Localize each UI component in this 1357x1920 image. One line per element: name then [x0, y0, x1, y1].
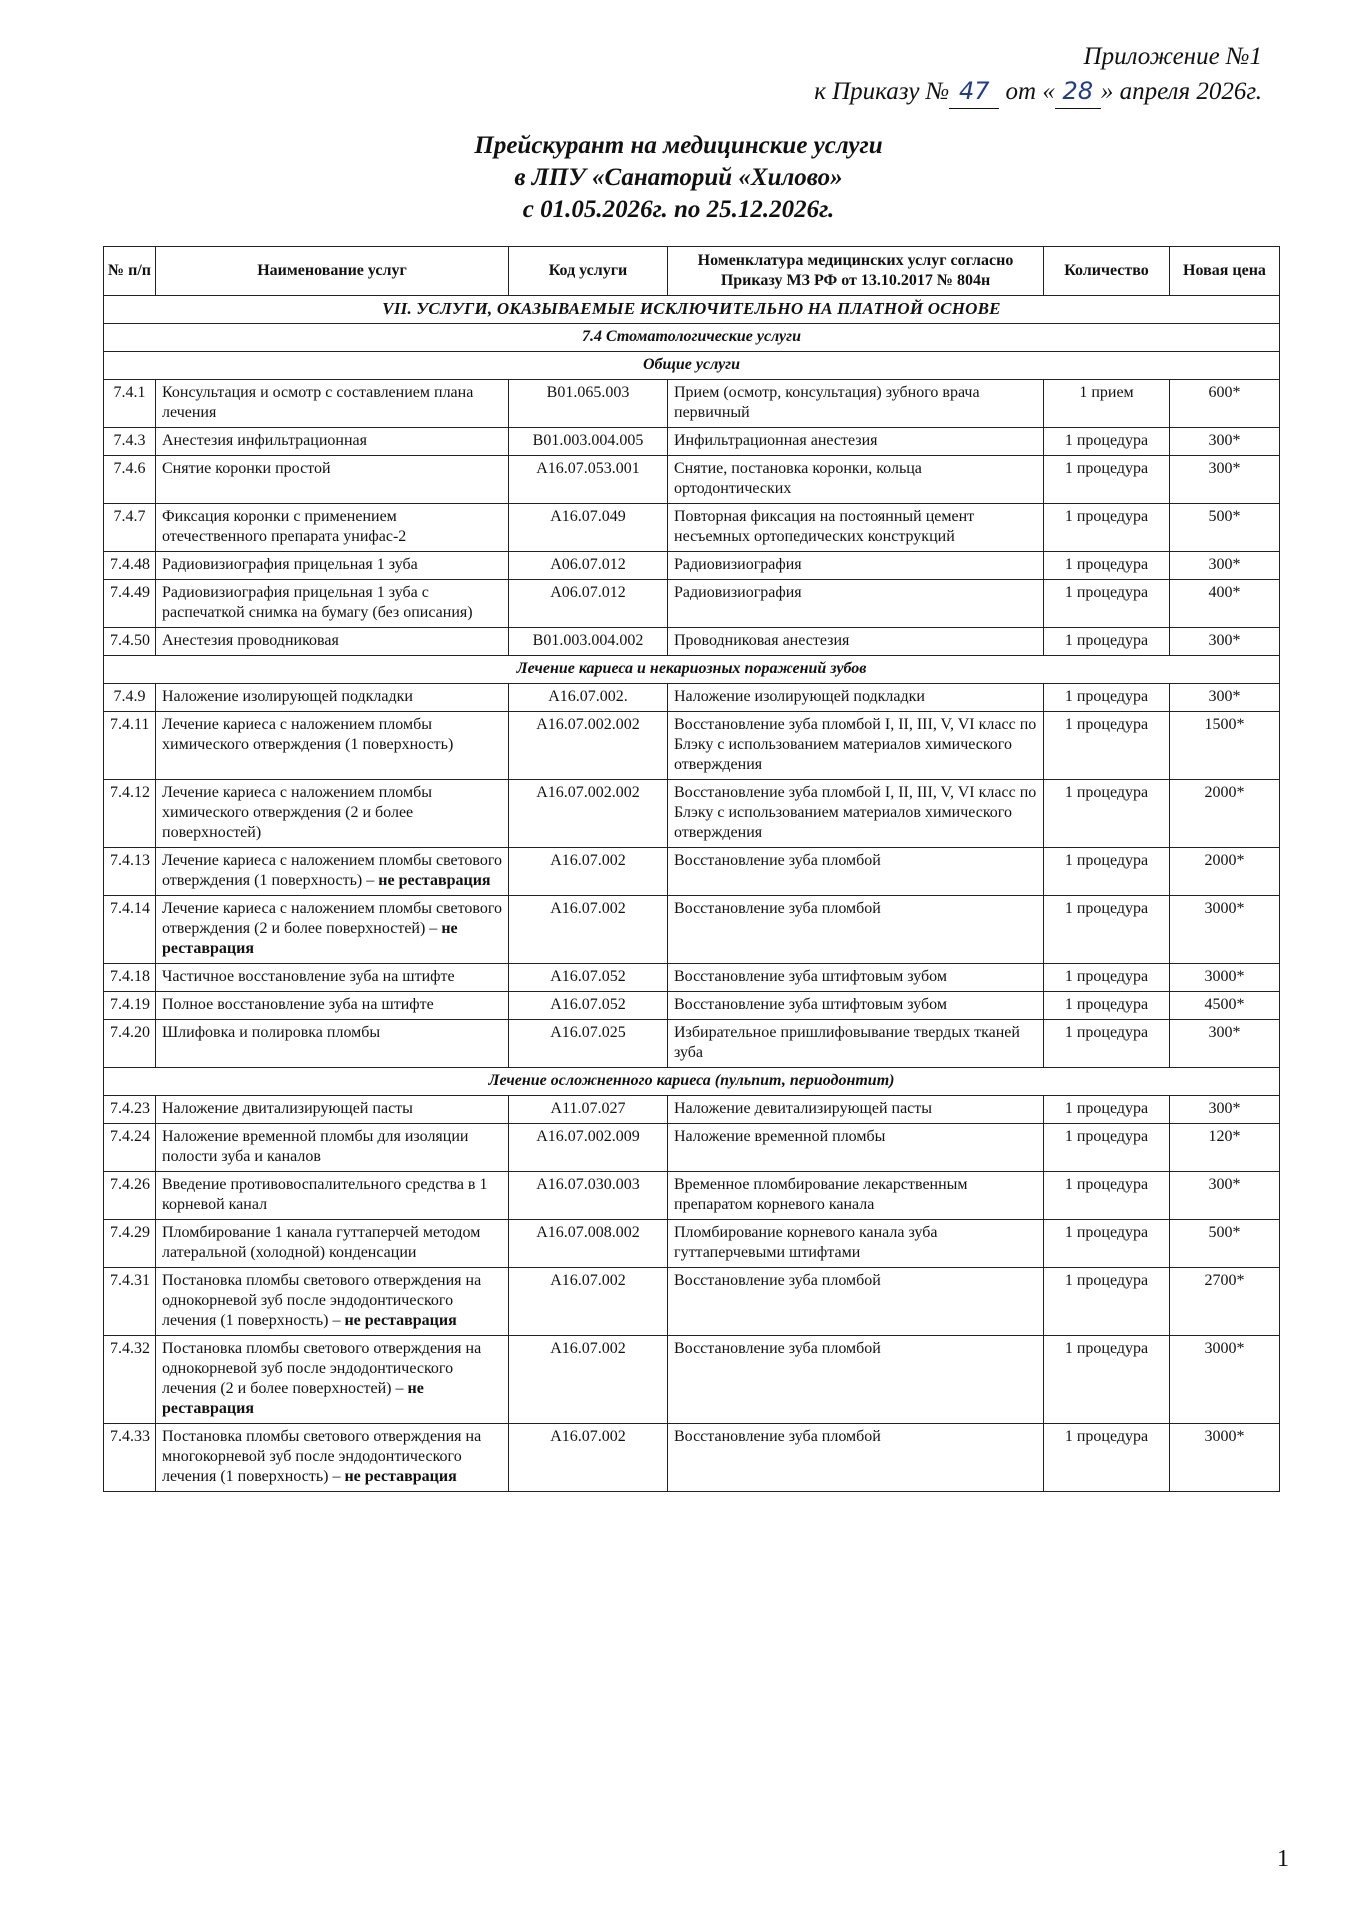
cell-quantity: 1 процедура	[1044, 1020, 1170, 1068]
cell-num: 7.4.31	[104, 1268, 156, 1336]
cell-service-code: A16.07.008.002	[509, 1220, 668, 1268]
table-row	[104, 712, 1280, 780]
cell-num: 7.4.20	[104, 1020, 156, 1068]
cell-service-name	[156, 580, 509, 628]
table-row	[104, 1172, 1280, 1220]
cell-nomenclature: Восстановление зуба пломбой I, II, III, V, VI класс по Блэку с использованием материалов химического отверждения	[668, 780, 1044, 848]
table-row	[104, 780, 1280, 848]
cell-service-name	[156, 964, 509, 992]
cell-quantity: 1 процедура	[1044, 504, 1170, 552]
cell-num: 7.4.12	[104, 780, 156, 848]
cell-quantity: 1 процедура	[1044, 456, 1170, 504]
title-line-3: с 01.05.2026г. по 25.12.2026г.	[522, 196, 835, 223]
table-row	[104, 456, 1280, 504]
table-row	[104, 1220, 1280, 1268]
cell-service-code: A16.07.052	[509, 992, 668, 1020]
price-table	[103, 246, 1280, 1492]
cell-quantity: 1 процедура	[1044, 896, 1170, 964]
cell-price: 300*	[1170, 428, 1280, 456]
cell-num: 7.4.9	[104, 684, 156, 712]
service-name-text: Фиксация коронки с применением отечественного препарата унифас-2	[162, 508, 407, 545]
annex-from: от «	[1005, 78, 1055, 105]
table-row	[104, 580, 1280, 628]
annex-order-line	[814, 74, 1262, 109]
section-title-dental: 7.4 Стоматологические услуги	[104, 324, 1280, 352]
cell-num: 7.4.7	[104, 504, 156, 552]
cell-price: 300*	[1170, 552, 1280, 580]
cell-service-code: A16.07.052	[509, 964, 668, 992]
cell-nomenclature: Наложение временной пломбы	[668, 1124, 1044, 1172]
cell-nomenclature: Избирательное пришлифовывание твердых тканей зуба	[668, 1020, 1044, 1068]
cell-price: 2000*	[1170, 780, 1280, 848]
cell-service-code: A16.07.002.002	[509, 712, 668, 780]
cell-nomenclature: Восстановление зуба пломбой I, II, III, V, VI класс по Блэку с использованием материалов химического отверждения	[668, 712, 1044, 780]
service-name-text: Наложение изолирующей подкладки	[162, 688, 413, 705]
cell-num: 7.4.11	[104, 712, 156, 780]
cell-service-code: A16.07.002	[509, 896, 668, 964]
order-day-handwritten: 28	[1055, 74, 1101, 109]
cell-price: 300*	[1170, 1172, 1280, 1220]
service-name-note: не реставрация	[378, 872, 491, 889]
header-qty: Количество	[1044, 247, 1170, 296]
cell-nomenclature: Инфильтрационная анестезия	[668, 428, 1044, 456]
cell-nomenclature: Наложение девитализирующей пасты	[668, 1096, 1044, 1124]
table-body	[104, 296, 1280, 1492]
cell-service-code: B01.065.003	[509, 380, 668, 428]
cell-service-code: A11.07.027	[509, 1096, 668, 1124]
cell-nomenclature: Радиовизиография	[668, 580, 1044, 628]
service-name-text: Анестезия проводниковая	[162, 632, 339, 649]
group-title: Общие услуги	[104, 352, 1280, 380]
annex-suffix: » апреля 2026г.	[1100, 78, 1262, 105]
table-row	[104, 1096, 1280, 1124]
service-name-text: Пломбирование 1 канала гуттаперчей методом латеральной (холодной) конденсации	[162, 1224, 481, 1261]
cell-service-code: A16.07.002	[509, 848, 668, 896]
cell-price: 2000*	[1170, 848, 1280, 896]
table-row	[104, 1268, 1280, 1336]
service-name-text: Лечение кариеса с наложением пломбы химического отверждения (2 и более поверхностей)	[162, 784, 432, 841]
service-name-text: Наложение двитализирующей пасты	[162, 1100, 413, 1117]
cell-price: 300*	[1170, 1020, 1280, 1068]
service-name-text: Введение противовоспалительного средства в 1 корневой канал	[162, 1176, 488, 1213]
service-name-text: Радиовизиография прицельная 1 зуба с распечаткой снимка на бумагу (без описания)	[162, 584, 473, 621]
cell-nomenclature: Снятие, постановка коронки, кольца ортодонтических	[668, 456, 1044, 504]
group-title: Лечение кариеса и некариозных поражений зубов	[104, 656, 1280, 684]
table-row	[104, 896, 1280, 964]
table-row	[104, 504, 1280, 552]
annex-title: Приложение №1	[1083, 43, 1262, 70]
cell-price: 600*	[1170, 380, 1280, 428]
cell-service-code: A16.07.002.002	[509, 780, 668, 848]
cell-service-name	[156, 456, 509, 504]
group-title: Лечение осложненного кариеса (пульпит, периодонтит)	[104, 1068, 1280, 1096]
cell-price: 300*	[1170, 628, 1280, 656]
cell-num: 7.4.23	[104, 1096, 156, 1124]
cell-quantity: 1 процедура	[1044, 780, 1170, 848]
table-row	[104, 1020, 1280, 1068]
cell-nomenclature: Временное пломбирование лекарственным препаратом корневого канала	[668, 1172, 1044, 1220]
cell-service-code: A16.07.002	[509, 1268, 668, 1336]
cell-service-name	[156, 712, 509, 780]
cell-nomenclature: Восстановление зуба штифтовым зубом	[668, 992, 1044, 1020]
cell-num: 7.4.33	[104, 1424, 156, 1492]
cell-price: 500*	[1170, 504, 1280, 552]
table-header-row	[104, 247, 1280, 296]
cell-service-code: A16.07.002	[509, 1424, 668, 1492]
cell-nomenclature: Восстановление зуба штифтовым зубом	[668, 964, 1044, 992]
table-row	[104, 1424, 1280, 1492]
header-code: Код услуги	[509, 247, 668, 296]
cell-service-name	[156, 992, 509, 1020]
table-row	[104, 848, 1280, 896]
service-name-text: Консультация и осмотр с составлением плана лечения	[162, 384, 474, 421]
order-number-handwritten: 47	[949, 74, 999, 109]
cell-quantity: 1 процедура	[1044, 712, 1170, 780]
cell-quantity: 1 процедура	[1044, 992, 1170, 1020]
table-row	[104, 684, 1280, 712]
cell-quantity: 1 процедура	[1044, 1096, 1170, 1124]
cell-service-name	[156, 380, 509, 428]
table-row	[104, 1124, 1280, 1172]
cell-service-name	[156, 780, 509, 848]
cell-price: 120*	[1170, 1124, 1280, 1172]
cell-service-code: A16.07.025	[509, 1020, 668, 1068]
cell-price: 3000*	[1170, 896, 1280, 964]
service-name-note: не реставрация	[162, 920, 458, 957]
service-name-text: Наложение временной пломбы для изоляции полости зуба и каналов	[162, 1128, 469, 1165]
cell-num: 7.4.32	[104, 1336, 156, 1424]
cell-service-name	[156, 1020, 509, 1068]
cell-nomenclature: Восстановление зуба пломбой	[668, 1268, 1044, 1336]
service-name-note: не реставрация	[344, 1468, 457, 1485]
table-row	[104, 964, 1280, 992]
cell-service-name	[156, 552, 509, 580]
cell-price: 500*	[1170, 1220, 1280, 1268]
cell-num: 7.4.3	[104, 428, 156, 456]
table-row	[104, 428, 1280, 456]
cell-quantity: 1 процедура	[1044, 1220, 1170, 1268]
cell-num: 7.4.29	[104, 1220, 156, 1268]
cell-service-code: A06.07.012	[509, 552, 668, 580]
header-nomenclature: Номенклатура медицинских услуг согласно Приказу МЗ РФ от 13.10.2017 № 804н	[668, 247, 1044, 296]
cell-service-code: A16.07.053.001	[509, 456, 668, 504]
cell-num: 7.4.49	[104, 580, 156, 628]
service-name-text: Лечение кариеса с наложением пломбы химического отверждения (1 поверхность)	[162, 716, 454, 753]
cell-quantity: 1 процедура	[1044, 1172, 1170, 1220]
cell-service-name	[156, 628, 509, 656]
cell-num: 7.4.48	[104, 552, 156, 580]
cell-num: 7.4.1	[104, 380, 156, 428]
cell-quantity: 1 процедура	[1044, 1336, 1170, 1424]
cell-quantity: 1 процедура	[1044, 580, 1170, 628]
title-line-2: в ЛПУ «Санаторий «Хилово»	[514, 164, 843, 191]
annex-prefix: к Приказу №	[814, 78, 950, 105]
service-name-text: Снятие коронки простой	[162, 460, 331, 477]
cell-num: 7.4.13	[104, 848, 156, 896]
group-header-row	[104, 1068, 1280, 1096]
cell-nomenclature: Восстановление зуба пломбой	[668, 896, 1044, 964]
section-title-main: VII. УСЛУГИ, ОКАЗЫВАЕМЫЕ ИСКЛЮЧИТЕЛЬНО НА ПЛАТНОЙ ОСНОВЕ	[104, 296, 1280, 324]
cell-service-name	[156, 428, 509, 456]
table-row	[104, 628, 1280, 656]
cell-service-code: A16.07.049	[509, 504, 668, 552]
cell-service-code: B01.003.004.005	[509, 428, 668, 456]
cell-quantity: 1 процедура	[1044, 428, 1170, 456]
cell-quantity: 1 процедура	[1044, 1424, 1170, 1492]
cell-price: 300*	[1170, 684, 1280, 712]
cell-price: 300*	[1170, 1096, 1280, 1124]
service-name-text: Постановка пломбы светового отверждения на многокорневой зуб после эндодонтического лечения (1 поверхность) –	[162, 1428, 482, 1485]
cell-nomenclature: Восстановление зуба пломбой	[668, 1336, 1044, 1424]
cell-service-name	[156, 1268, 509, 1336]
cell-service-code: A16.07.030.003	[509, 1172, 668, 1220]
service-name-text: Лечение кариеса с наложением пломбы светового отверждения (2 и более поверхностей) –	[162, 900, 503, 937]
cell-num: 7.4.26	[104, 1172, 156, 1220]
cell-nomenclature: Повторная фиксация на постоянный цемент несъемных ортопедических конструкций	[668, 504, 1044, 552]
service-name-note: не реставрация	[344, 1312, 457, 1329]
service-name-text: Полное восстановление зуба на штифте	[162, 996, 434, 1013]
section-row-main	[104, 296, 1280, 324]
cell-num: 7.4.18	[104, 964, 156, 992]
cell-service-name	[156, 1220, 509, 1268]
cell-service-name	[156, 848, 509, 896]
cell-num: 7.4.50	[104, 628, 156, 656]
cell-service-name	[156, 1424, 509, 1492]
cell-quantity: 1 процедура	[1044, 1268, 1170, 1336]
cell-nomenclature: Восстановление зуба пломбой	[668, 1424, 1044, 1492]
cell-num: 7.4.6	[104, 456, 156, 504]
cell-quantity: 1 процедура	[1044, 964, 1170, 992]
cell-service-code: A06.07.012	[509, 580, 668, 628]
cell-nomenclature: Наложение изолирующей подкладки	[668, 684, 1044, 712]
cell-num: 7.4.19	[104, 992, 156, 1020]
service-name-text: Постановка пломбы светового отверждения на однокорневой зуб после эндодонтического лечения (2 и более поверхностей) –	[162, 1340, 482, 1397]
table-row	[104, 552, 1280, 580]
title-line-1: Прейскурант на медицинские услуги	[474, 132, 883, 159]
service-name-text: Шлифовка и полировка пломбы	[162, 1024, 381, 1041]
cell-quantity: 1 процедура	[1044, 848, 1170, 896]
cell-quantity: 1 процедура	[1044, 684, 1170, 712]
document-title	[0, 130, 1357, 226]
cell-service-name	[156, 1096, 509, 1124]
cell-service-name	[156, 1172, 509, 1220]
service-name-text: Лечение кариеса с наложением пломбы светового отверждения (1 поверхность) –	[162, 852, 503, 889]
cell-num: 7.4.24	[104, 1124, 156, 1172]
cell-service-code: A16.07.002	[509, 1336, 668, 1424]
cell-price: 3000*	[1170, 1424, 1280, 1492]
cell-nomenclature: Восстановление зуба пломбой	[668, 848, 1044, 896]
group-header-row	[104, 352, 1280, 380]
cell-quantity: 1 процедура	[1044, 628, 1170, 656]
cell-quantity: 1 прием	[1044, 380, 1170, 428]
annex-header	[814, 40, 1262, 109]
cell-price: 400*	[1170, 580, 1280, 628]
cell-price: 3000*	[1170, 1336, 1280, 1424]
header-num: № п/п	[104, 247, 156, 296]
cell-price: 4500*	[1170, 992, 1280, 1020]
section-row-dental	[104, 324, 1280, 352]
cell-nomenclature: Радиовизиография	[668, 552, 1044, 580]
table-row	[104, 380, 1280, 428]
table-row	[104, 1336, 1280, 1424]
cell-num: 7.4.14	[104, 896, 156, 964]
service-name-text: Постановка пломбы светового отверждения на однокорневой зуб после эндодонтического лечения (1 поверхность) –	[162, 1272, 482, 1329]
group-header-row	[104, 656, 1280, 684]
cell-service-name	[156, 684, 509, 712]
cell-service-code: A16.07.002.	[509, 684, 668, 712]
cell-service-code: A16.07.002.009	[509, 1124, 668, 1172]
cell-service-name	[156, 1336, 509, 1424]
cell-quantity: 1 процедура	[1044, 552, 1170, 580]
cell-nomenclature: Пломбирование корневого канала зуба гуттаперчевыми штифтами	[668, 1220, 1044, 1268]
header-name: Наименование услуг	[156, 247, 509, 296]
service-name-text: Частичное восстановление зуба на штифте	[162, 968, 455, 985]
cell-price: 1500*	[1170, 712, 1280, 780]
cell-price: 300*	[1170, 456, 1280, 504]
header-price: Новая цена	[1170, 247, 1280, 296]
service-name-note: не реставрация	[162, 1380, 424, 1417]
cell-price: 3000*	[1170, 964, 1280, 992]
page-number: 1	[1277, 1846, 1289, 1872]
cell-nomenclature: Проводниковая анестезия	[668, 628, 1044, 656]
cell-service-name	[156, 504, 509, 552]
service-name-text: Анестезия инфильтрационная	[162, 432, 367, 449]
cell-quantity: 1 процедура	[1044, 1124, 1170, 1172]
cell-service-code: B01.003.004.002	[509, 628, 668, 656]
service-name-text: Радиовизиография прицельная 1 зуба	[162, 556, 418, 573]
cell-service-name	[156, 896, 509, 964]
table-row	[104, 992, 1280, 1020]
cell-service-name	[156, 1124, 509, 1172]
cell-price: 2700*	[1170, 1268, 1280, 1336]
cell-nomenclature: Прием (осмотр, консультация) зубного врача первичный	[668, 380, 1044, 428]
